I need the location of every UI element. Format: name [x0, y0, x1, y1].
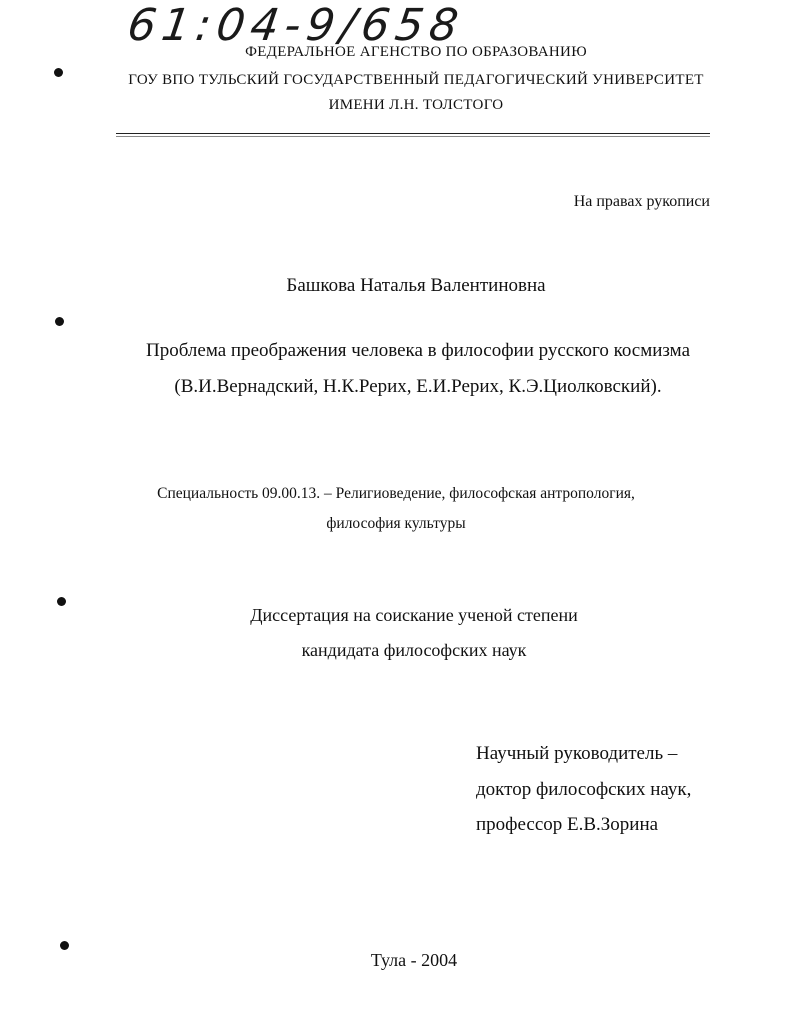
- margin-bullet: [55, 317, 64, 326]
- archive-number: 61:04-9/658: [124, 0, 468, 51]
- supervisor-line1: Научный руководитель –: [476, 743, 678, 764]
- header-university-name: ИМЕНИ Л.Н. ТОЛСТОГО: [328, 97, 504, 113]
- header-university: ГОУ ВПО ТУЛЬСКИЙ ГОСУДАРСТВЕННЫЙ ПЕДАГОГИЧЕСКИЙ УНИВЕРСИТЕТ: [128, 72, 704, 88]
- dissertation-title-line1: Проблема преображения человека в философии русского космизма: [146, 340, 690, 361]
- degree-line2: кандидата философских наук: [301, 640, 527, 660]
- header-agency: ФЕДЕРАЛЬНОЕ АГЕНСТВО ПО ОБРАЗОВАНИЮ: [245, 44, 587, 60]
- header-divider-secondary: [116, 136, 710, 137]
- margin-bullet: [60, 941, 69, 950]
- specialty-line1: Специальность 09.00.13. – Религиоведение, философская антропология,: [157, 485, 635, 502]
- city-year: Тула - 2004: [370, 950, 458, 970]
- specialty-line2: философия культуры: [326, 515, 466, 532]
- supervisor-line3: профессор Е.В.Зорина: [476, 814, 659, 835]
- author-name: Башкова Наталья Валентиновна: [286, 275, 546, 296]
- manuscript-note: На правах рукописи: [573, 193, 710, 210]
- degree-line1: Диссертация на соискание ученой степени: [250, 605, 578, 625]
- header-divider: [116, 133, 710, 134]
- dissertation-title-line2: (В.И.Вернадский, Н.К.Рерих, Е.И.Рерих, К.Э.Циолковский).: [174, 376, 662, 397]
- margin-bullet: [54, 68, 63, 77]
- supervisor-line2: доктор философских наук,: [476, 779, 692, 800]
